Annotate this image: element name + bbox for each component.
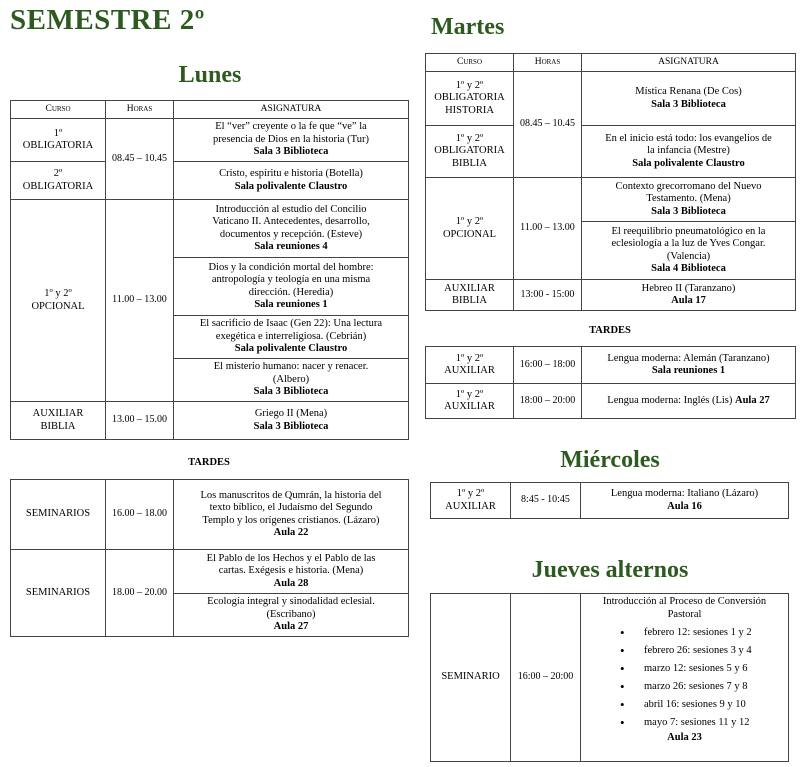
subject-cell: El misterio humano: nacer y renacer. (Albero) Sala 3 Biblioteca — [174, 359, 409, 402]
martes-tardes-label: TARDES — [589, 325, 631, 336]
curso-cell: 1º y 2º OBLIGATORIA BIBLIA — [426, 126, 514, 178]
time-cell: 8:45 - 10:45 — [511, 483, 581, 519]
curso-cell: SEMINARIO — [431, 594, 511, 762]
subject-cell: El reequilibrio pneumatológico en la eclesiología a la luz de Yves Congar. (Valencia) Sala 4 Biblioteca — [582, 222, 796, 280]
lunes-heading: Lunes — [178, 62, 242, 88]
curso-cell: AUXILIAR BIBLIA — [11, 402, 106, 440]
subject-cell: Mística Renana (De Cos) Sala 3 Biblioteca — [582, 72, 796, 126]
martes-table — [425, 53, 796, 311]
lunes-table — [10, 100, 409, 440]
subject-cell: Introducción al Proceso de Conversión Pastoral • febrero 12: sesiones 1 y 2 • febrero 26: sesiones 3 y 4 • marzo 12: sesiones 5 y 6 • marzo 26: sesiones 7 y 8 • abril 16: sesiones 9 y 10 • mayo 7: sesiones 11 y 12 Aula 23 — [581, 594, 789, 762]
subject-cell: Griego II (Mena) Sala 3 Biblioteca — [174, 402, 409, 440]
curso-cell: AUXILIAR BIBLIA — [426, 280, 514, 311]
martes-heading: Martes — [431, 14, 505, 40]
room: Aula 17 — [671, 295, 706, 306]
room: Sala polivalente Claustro — [234, 180, 348, 192]
subject-cell: Cristo, espíritu e historia (Botella) Sala polivalente Claustro — [174, 162, 409, 200]
sessions-list — [584, 624, 785, 732]
time-cell: 13:00 - 15:00 — [514, 280, 582, 311]
subject-cell: El Pablo de los Hechos y el Pablo de las cartas. Exégesis e historia. (Mena) Aula 28 — [174, 550, 409, 594]
room: Sala reuniones 4 — [254, 241, 328, 252]
col-curso: Curso — [11, 101, 106, 119]
time-cell: 16.00 – 18.00 — [106, 480, 174, 550]
subject-cell: El sacrificio de Isaac (Gen 22): Una lectura exegética e interreligiosa. (Cebrián) Sala polivalente Claustro — [174, 316, 409, 359]
curso-cell: 1º y 2º AUXILIAR — [426, 384, 514, 419]
time-cell: 16:00 – 20:00 — [511, 594, 581, 762]
lunes-tardes-table — [10, 479, 409, 637]
subject-cell: Lengua moderna: Italiano (Lázaro) Aula 16 — [581, 483, 789, 519]
col-asignatura: ASIGNATURA — [582, 54, 796, 72]
lunes-tardes-label: TARDES — [188, 457, 230, 468]
room: Sala reuniones 1 — [254, 299, 328, 310]
col-curso: Curso — [426, 54, 514, 72]
list-item: • marzo 12: sesiones 5 y 6 — [584, 660, 785, 678]
curso-cell: 2º OBLIGATORIA — [11, 162, 106, 200]
col-horas: Horas — [106, 101, 174, 119]
room: Aula 23 — [667, 732, 702, 743]
room: Sala reuniones 1 — [651, 365, 726, 376]
room: Aula 28 — [273, 577, 309, 589]
subject-cell: Hebreo II (Taranzano) Aula 17 — [582, 280, 796, 311]
subject-cell: Contexto grecorromano del Nuevo Testamento. (Mena) Sala 3 Biblioteca — [582, 178, 796, 222]
room: Sala 3 Biblioteca — [253, 420, 329, 432]
col-asignatura: ASIGNATURA — [174, 101, 409, 119]
curso-cell: 1º y 2º OPCIONAL — [426, 178, 514, 280]
room: Aula 22 — [273, 527, 309, 538]
martes-tardes-table — [425, 346, 796, 419]
time-cell: 08.45 – 10.45 — [106, 119, 174, 200]
curso-cell: 1º y 2º OBLIGATORIA HISTORIA — [426, 72, 514, 126]
room: Sala 3 Biblioteca — [253, 146, 329, 158]
jueves-heading: Jueves alternos — [531, 557, 689, 583]
room: Aula 27 — [735, 394, 770, 406]
list-item: • abril 16: sesiones 9 y 10 — [584, 696, 785, 714]
subject-cell: Lengua moderna: Alemán (Taranzano) Sala reuniones 1 — [582, 347, 796, 384]
room: Sala polivalente Claustro — [632, 157, 745, 169]
list-item: • mayo 7: sesiones 11 y 12 — [584, 714, 785, 732]
room: Sala polivalente Claustro — [234, 343, 348, 355]
list-item: • marzo 26: sesiones 7 y 8 — [584, 678, 785, 696]
list-item: • febrero 12: sesiones 1 y 2 — [584, 624, 785, 642]
miercoles-heading: Miércoles — [560, 447, 660, 473]
curso-cell: 1º OBLIGATORIA — [11, 119, 106, 162]
curso-cell: SEMINARIOS — [11, 480, 106, 550]
col-horas: Horas — [514, 54, 582, 72]
time-cell: 18.00 – 20.00 — [106, 550, 174, 637]
curso-cell: 1º y 2º AUXILIAR — [426, 347, 514, 384]
curso-cell: 1º y 2º OPCIONAL — [11, 200, 106, 402]
subject-cell: Introducción al estudio del Concilio Vaticano II. Antecedentes, desarrollo, documentos y recepción. (Esteve) Sala reuniones 4 — [174, 200, 409, 258]
time-cell: 13.00 – 15.00 — [106, 402, 174, 440]
subject-cell: Lengua moderna: Inglés (Lis) Aula 27 — [582, 384, 796, 419]
room: Aula 27 — [273, 621, 309, 633]
subject-cell: Los manuscritos de Qumrán, la historia del texto bíblico, el Judaísmo del Segundo Templo y los orígenes cristianos. (Lázaro) Aula 22 — [174, 480, 409, 550]
time-cell: 16:00 – 18:00 — [514, 347, 582, 384]
list-item: • febrero 26: sesiones 3 y 4 — [584, 642, 785, 660]
subject-cell: Ecología integral y sinodalidad eclesial. (Escribano) Aula 27 — [174, 594, 409, 637]
subject-cell: El “ver” creyente o la fe que “ve” la presencia de Dios en la historia (Tur) Sala 3 Biblioteca — [174, 119, 409, 162]
room: Sala 3 Biblioteca — [651, 205, 726, 217]
room: Sala 3 Biblioteca — [651, 98, 726, 110]
jueves-table — [430, 593, 789, 762]
subject-cell: Dios y la condición mortal del hombre: antropología y teología en una misma dirección. (Heredia) Sala reuniones 1 — [174, 258, 409, 316]
time-cell: 11.00 – 13.00 — [514, 178, 582, 280]
curso-cell: 1º y 2º AUXILIAR — [431, 483, 511, 519]
time-cell: 11.00 – 13.00 — [106, 200, 174, 402]
subject-cell: En el inicio está todo: los evangelios de la infancia (Mestre) Sala polivalente Claustro — [582, 126, 796, 178]
page-title: SEMESTRE 2º — [10, 4, 205, 36]
room: Sala 4 Biblioteca — [651, 263, 726, 274]
room: Sala 3 Biblioteca — [253, 386, 329, 398]
room: Aula 16 — [667, 500, 702, 512]
curso-cell: SEMINARIOS — [11, 550, 106, 637]
time-cell: 08.45 – 10.45 — [514, 72, 582, 178]
time-cell: 18:00 – 20:00 — [514, 384, 582, 419]
miercoles-table — [430, 482, 789, 519]
